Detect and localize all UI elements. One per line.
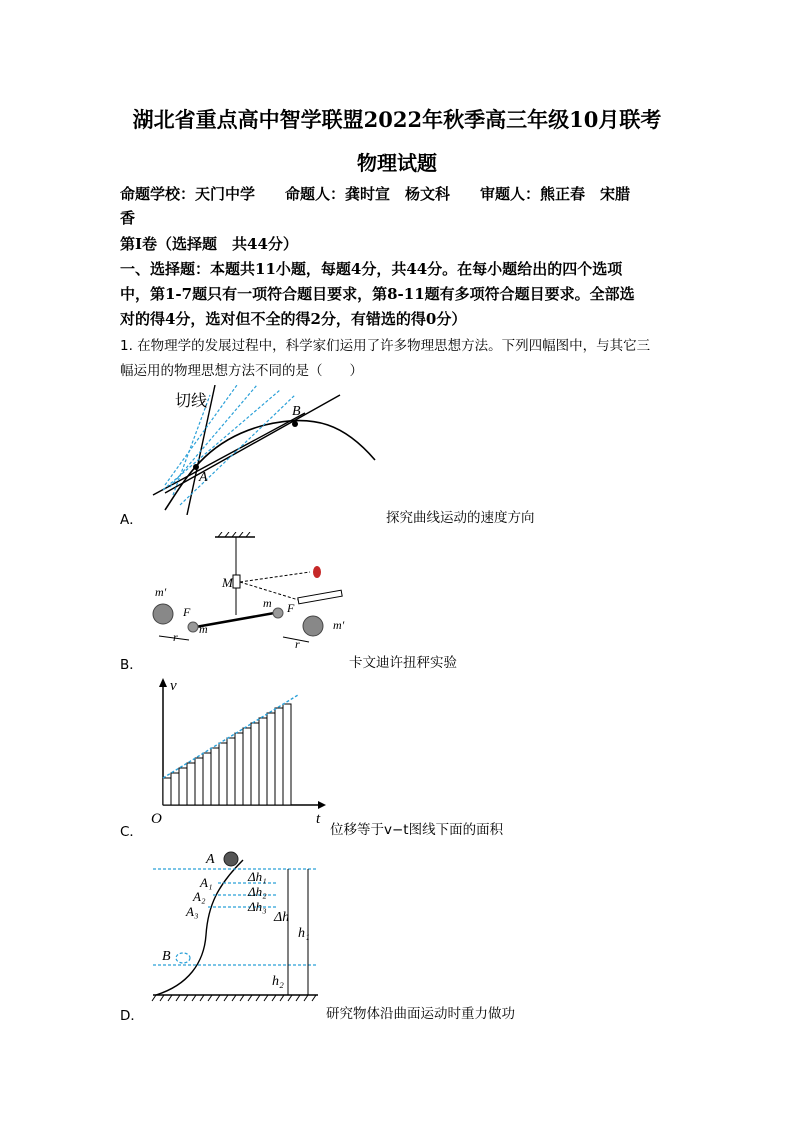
label-r-right: r [295,637,300,651]
point-a-label: A [199,470,208,485]
figure-a-tangent-diagram [145,385,385,515]
authors-line-continued: 香 [120,209,136,227]
question-1-line-1: 1. 在物理学的发展过程中，科学家们运用了许多物理思想方法。下列四幅图中，与其它三 [120,338,651,354]
dh1-label: Δh₁ [248,869,267,884]
h2-label: h₂ [272,974,284,989]
point-a3-label: A₃ [186,904,199,919]
section-instruction-line-3: 对的得4分，选对但不全的得2分，有错选的得0分） [120,310,467,328]
figure-c-vt-graph [148,675,328,825]
point-a-label: A [206,852,215,867]
option-b-caption: 卡文迪许扭秤实验 [349,655,457,671]
label-m-left: m [199,622,208,636]
dh2-label: Δh₂ [248,884,267,899]
figure-b-torsion-balance [145,532,355,652]
point-b-label: B [162,949,171,964]
point-b-label: B [292,404,301,419]
option-b-letter[interactable]: B． [120,657,143,673]
point-a1-label: A₁ [200,875,213,890]
option-d-letter[interactable]: D． [120,1008,144,1024]
option-a-letter[interactable]: A． [120,512,143,528]
authors-line: 命题学校：天门中学 命题人：龚时宣 杨文科 审题人：熊正春 宋腊 [120,185,631,203]
axis-t-label: t [316,811,321,825]
origin-label: O [151,811,162,825]
section-instruction-line-2: 中，第1-7题只有一项符合题目要求，第8-11题有多项符合题目要求。全部选 [120,285,635,303]
label-m-right: m [263,596,272,610]
label-f-right: F [287,601,295,615]
dh-label: Δh [274,910,290,925]
part-heading: 第Ⅰ卷（选择题 共44分） [120,235,298,253]
section-instruction-line-1: 一、选择题：本题共11小题，每题4分，共44分。在每小题给出的四个选项 [120,260,623,278]
option-d-caption: 研究物体沿曲面运动时重力做功 [326,1006,515,1022]
option-c-caption: 位移等于v−t图线下面的面积 [330,822,504,838]
option-c-letter[interactable]: C． [120,824,143,840]
point-a2-label: A₂ [193,889,206,904]
page-title: 湖北省重点高中智学联盟2022年秋季高三年级10月联考 [132,107,662,132]
option-a-caption: 探究曲线运动的速度方向 [386,510,535,526]
dh3-label: Δh₃ [248,899,267,914]
tangent-label: 切线 [175,393,208,410]
label-m-capital: M [222,575,233,590]
label-f-left: F [183,605,191,619]
label-m-prime-right: m′ [333,618,345,632]
label-m-prime-left: m′ [155,585,167,599]
h1-label: h₁ [298,926,310,941]
label-r-left: r [173,630,178,644]
figure-d-curve-gravity [148,845,328,1005]
question-1-line-2: 幅运用的物理思想方法不同的是（ ） [120,363,363,379]
axis-v-label: v [170,678,177,694]
page-subtitle: 物理试题 [357,151,437,175]
